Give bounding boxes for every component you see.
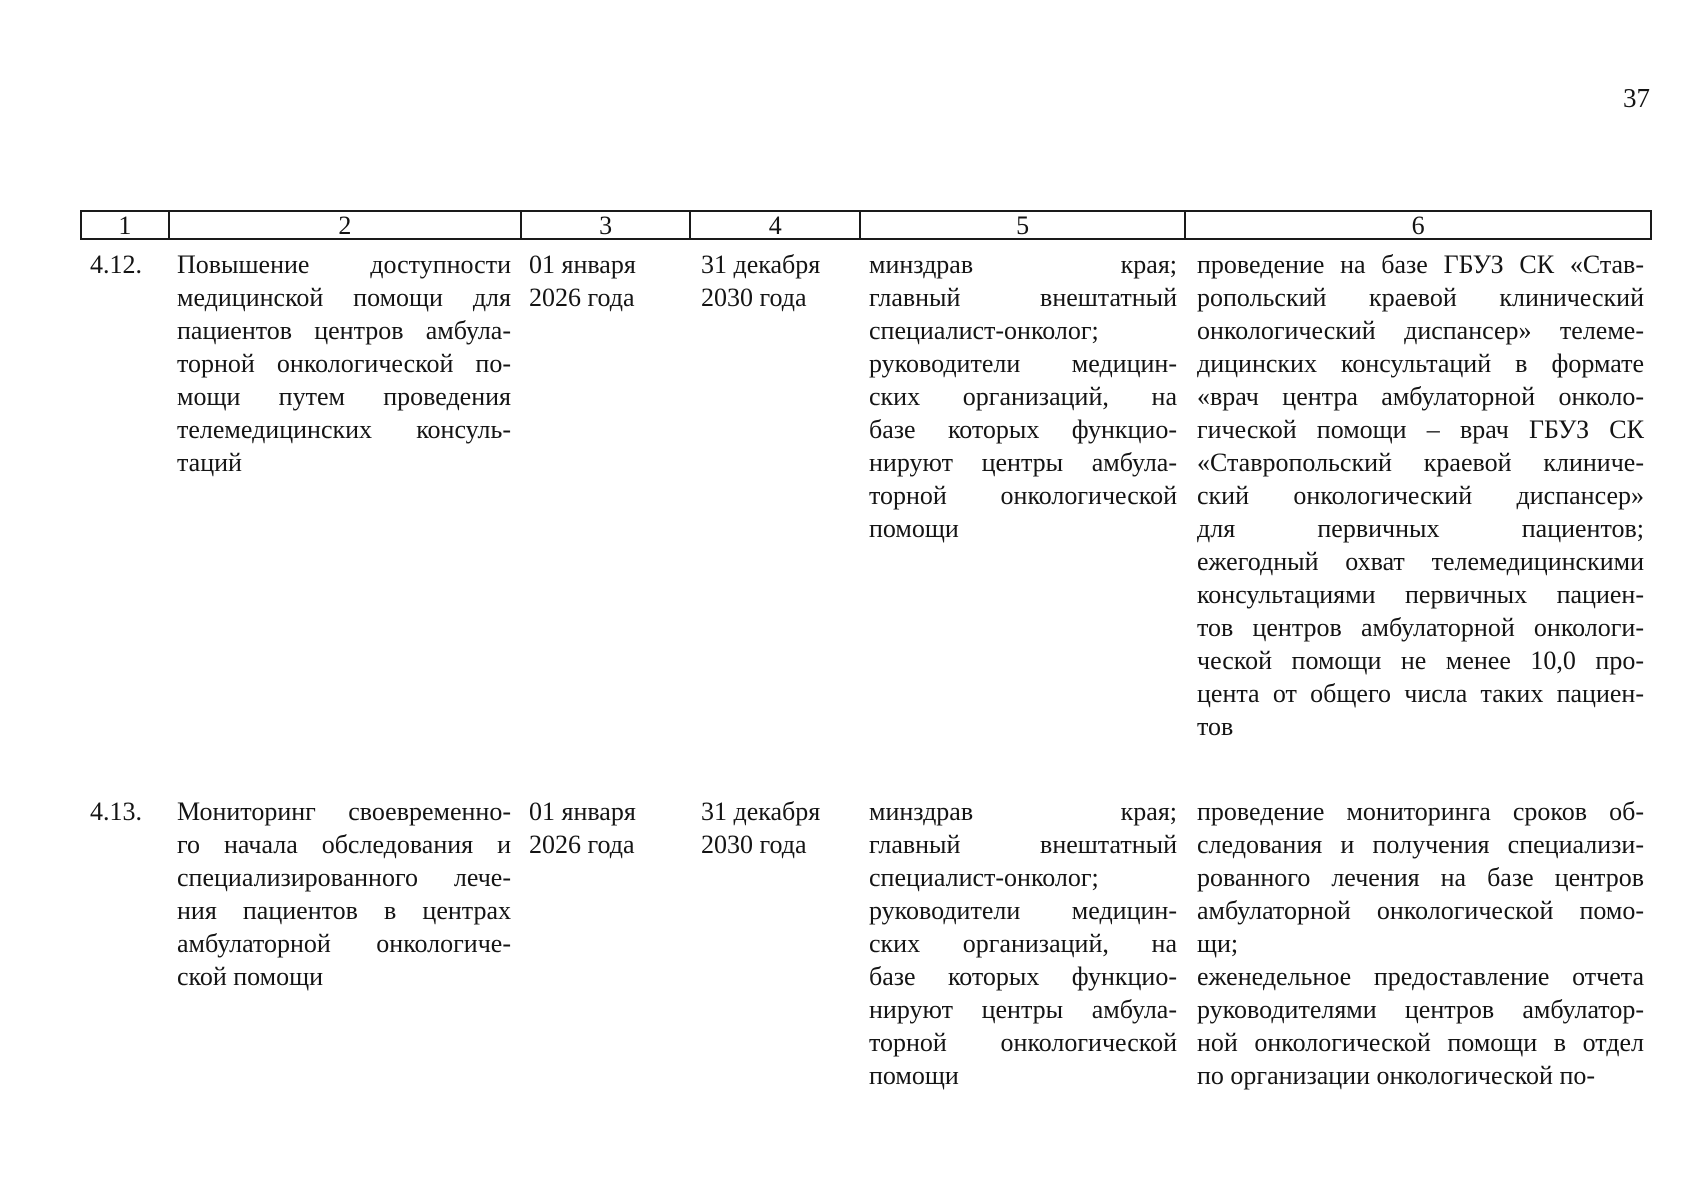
table-row bbox=[80, 248, 1652, 743]
text-line: руководители медицин- bbox=[869, 896, 1177, 925]
text-line: руководители медицин- bbox=[869, 349, 1177, 378]
header-cell-5: 5 bbox=[859, 212, 1184, 238]
responsible bbox=[859, 248, 1185, 743]
text-line: проведение на базе ГБУЗ СК «Став- bbox=[1197, 250, 1644, 279]
text-line: Повышение доступности bbox=[177, 250, 511, 279]
text-line: помощи bbox=[869, 1061, 959, 1090]
text-line: специализированного лече- bbox=[177, 863, 511, 892]
text-line: нируют центры амбула- bbox=[869, 448, 1177, 477]
measure-title bbox=[166, 248, 519, 743]
text-line: «врач центра амбулаторной онколо- bbox=[1197, 382, 1644, 411]
start-date: 01 января 2026 года bbox=[529, 797, 636, 859]
expected-result bbox=[1185, 795, 1652, 1092]
text-line: таций bbox=[177, 448, 242, 477]
header-cell-4: 4 bbox=[689, 212, 859, 238]
text-line: щи; bbox=[1197, 929, 1239, 958]
expected-result bbox=[1185, 248, 1652, 743]
table-header-row bbox=[80, 210, 1652, 240]
text-line: пациентов центров амбула- bbox=[177, 316, 511, 345]
text-line: специалист-онколог; bbox=[869, 863, 1099, 892]
text-line: по организации онкологической по- bbox=[1197, 1061, 1596, 1090]
text-line: го начала обследования и bbox=[177, 830, 511, 859]
text-line: базе которых функцио- bbox=[869, 962, 1177, 991]
text-line: амбулаторной онкологической помо- bbox=[1197, 896, 1644, 925]
text-line: ских организаций, на bbox=[869, 929, 1177, 958]
header-cell-2: 2 bbox=[168, 212, 520, 238]
text-line: специалист-онколог; bbox=[869, 316, 1099, 345]
text-line: ния пациентов в центрах bbox=[177, 896, 511, 925]
header-cell-1: 1 bbox=[118, 211, 132, 240]
end-date: 31 декабря 2030 года bbox=[701, 250, 821, 312]
text-line: проведение мониторинга сроков об- bbox=[1197, 797, 1644, 826]
text-line: тов bbox=[1197, 712, 1234, 741]
text-line: телемедицинских консуль- bbox=[177, 415, 511, 444]
start-date: 01 января 2026 года bbox=[529, 250, 636, 312]
text-line: гической помощи – врач ГБУЗ СК bbox=[1197, 415, 1644, 444]
text-line: минздрав края; bbox=[869, 250, 1177, 279]
text-line: еженедельное предоставление отчета bbox=[1197, 962, 1644, 991]
responsible bbox=[859, 795, 1185, 1092]
text-line: цента от общего числа таких пациен- bbox=[1197, 679, 1644, 708]
text-line: «Ставропольский краевой клиниче- bbox=[1197, 448, 1644, 477]
text-line: нируют центры амбула- bbox=[869, 995, 1177, 1024]
text-line: торной онкологической по- bbox=[177, 349, 511, 378]
text-line: Мониторинг своевременно- bbox=[177, 797, 511, 826]
text-line: онкологический диспансер» телеме- bbox=[1197, 316, 1644, 345]
text-line: ских организаций, на bbox=[869, 382, 1177, 411]
text-line: амбулаторной онкологиче- bbox=[177, 929, 511, 958]
end-date: 31 декабря 2030 года bbox=[701, 797, 821, 859]
measure-title bbox=[166, 795, 519, 1092]
header-cell-6: 6 bbox=[1184, 212, 1650, 238]
text-line: ской помощи bbox=[177, 962, 324, 991]
text-line: ежегодный охват телемедицинскими bbox=[1197, 547, 1644, 576]
text-line: дицинских консультаций в формате bbox=[1197, 349, 1644, 378]
text-line: мощи путем проведения bbox=[177, 382, 511, 411]
text-line: тов центров амбулаторной онкологи- bbox=[1197, 613, 1644, 642]
text-line: ной онкологической помощи в отдел bbox=[1197, 1028, 1644, 1057]
text-line: минздрав края; bbox=[869, 797, 1177, 826]
text-line: ский онкологический диспансер» bbox=[1197, 481, 1644, 510]
text-line: руководителями центров амбулатор- bbox=[1197, 995, 1644, 1024]
text-line: медицинской помощи для bbox=[177, 283, 511, 312]
text-line: консультациями первичных пациен- bbox=[1197, 580, 1644, 609]
page-number: 37 bbox=[1623, 83, 1650, 113]
text-line: ропольский краевой клинический bbox=[1197, 283, 1644, 312]
text-line: базе которых функцио- bbox=[869, 415, 1177, 444]
text-line: ческой помощи не менее 10,0 про- bbox=[1197, 646, 1644, 675]
row-number: 4.13. bbox=[90, 797, 142, 826]
header-cell-3: 3 bbox=[520, 212, 690, 238]
text-line: следования и получения специализи- bbox=[1197, 830, 1644, 859]
text-line: рованного лечения на базе центров bbox=[1197, 863, 1644, 892]
row-number: 4.12. bbox=[90, 250, 142, 279]
text-line: главный внештатный bbox=[869, 283, 1177, 312]
table-row bbox=[80, 795, 1652, 1092]
text-line: для первичных пациентов; bbox=[1197, 514, 1644, 543]
text-line: помощи bbox=[869, 514, 959, 543]
text-line: торной онкологической bbox=[869, 1028, 1177, 1057]
text-line: торной онкологической bbox=[869, 481, 1177, 510]
text-line: главный внештатный bbox=[869, 830, 1177, 859]
plan-table bbox=[80, 210, 1652, 1092]
